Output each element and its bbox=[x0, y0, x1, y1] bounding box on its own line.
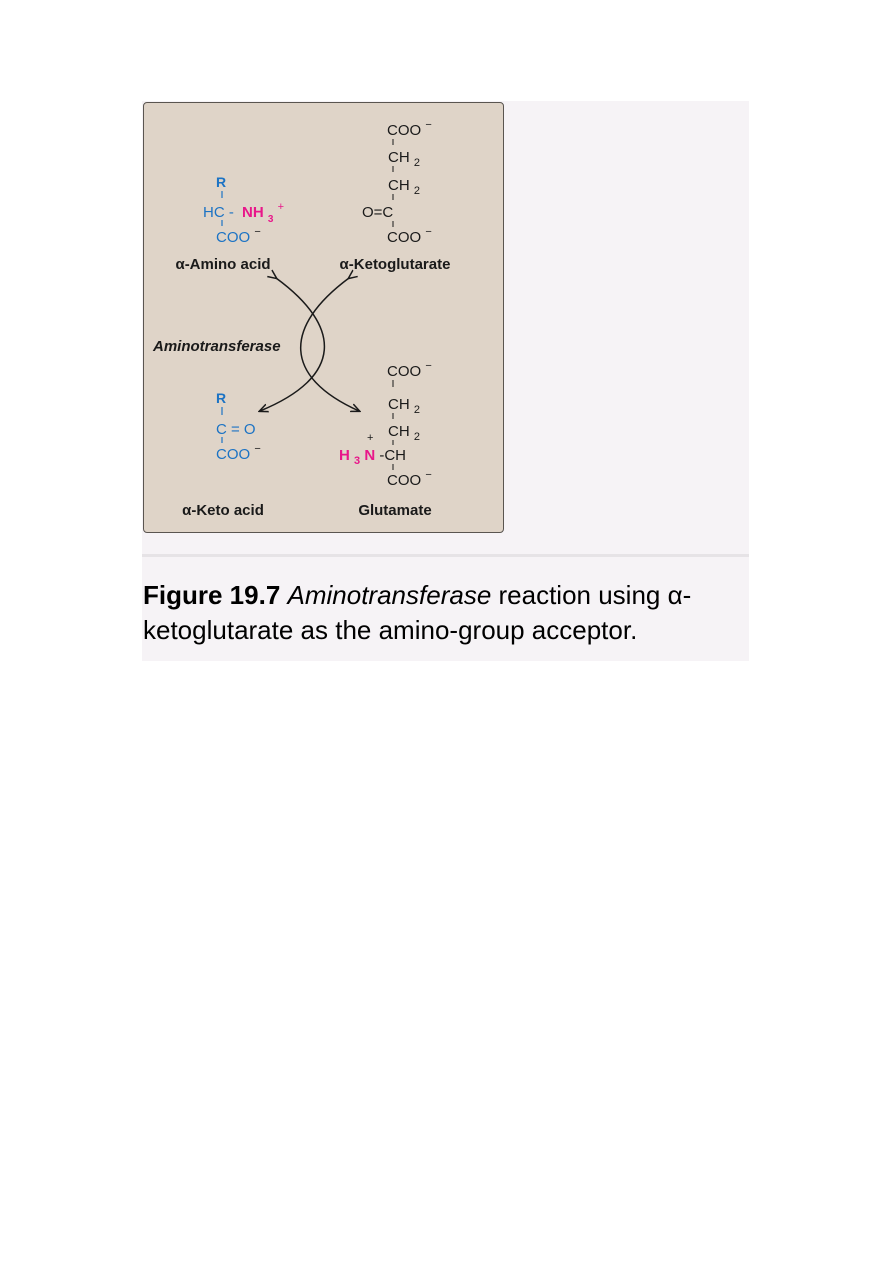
ketoglutarate-coo-top-line bbox=[387, 119, 432, 139]
glutamate-h3n-subscript: 3 bbox=[354, 455, 361, 467]
glutamate-ch2-a: CH bbox=[388, 396, 410, 413]
ketoglutarate-minus-top: − bbox=[425, 119, 432, 131]
amino-acid-coo-line bbox=[216, 226, 261, 246]
amino-acid-nh3-subscript: 3 bbox=[267, 214, 274, 225]
amino-acid-hc-line bbox=[203, 201, 284, 226]
amino-acid-nh3: NH bbox=[242, 204, 264, 221]
glutamate-coo-bottom: COO bbox=[387, 472, 422, 489]
ketoglutarate-coo-top: COO bbox=[387, 122, 422, 139]
amino-acid-plus-charge: + bbox=[277, 201, 285, 213]
caption-text-line2: ketoglutarate as the amino-group acceptor. bbox=[143, 615, 638, 645]
ketoglutarate-ch2-b-subscript: 2 bbox=[413, 185, 420, 197]
label-ketoglutarate: α-Ketoglutarate bbox=[339, 256, 451, 273]
ketoglutarate-coo-bottom: COO bbox=[387, 229, 422, 246]
alpha-keto-acid-structure bbox=[216, 390, 261, 463]
amino-acid-minus-charge: − bbox=[254, 226, 261, 238]
aminotransferase-scheme bbox=[143, 102, 504, 533]
keto-acid-minus-charge: − bbox=[254, 443, 261, 455]
figure-number: Figure 19.7 bbox=[143, 580, 281, 610]
amino-acid-dash: - bbox=[228, 204, 234, 221]
caption-divider bbox=[142, 554, 749, 557]
amino-acid-hc: HC bbox=[203, 204, 225, 221]
label-amino-acid: α-Amino acid bbox=[175, 256, 271, 273]
ketoglutarate-coo-bottom-line bbox=[387, 226, 432, 246]
ketoglutarate-ch2-a: CH bbox=[388, 149, 410, 166]
ketoglutarate-ch2-a-subscript: 2 bbox=[413, 157, 420, 169]
enzyme-label: Aminotransferase bbox=[153, 338, 281, 355]
glutamate-ch2-b: CH bbox=[388, 423, 410, 440]
alpha-amino-acid-structure bbox=[203, 174, 284, 246]
ketoglutarate-minus-bottom: − bbox=[425, 226, 432, 238]
glutamate-minus-bottom: − bbox=[425, 469, 432, 481]
label-keto-acid: α-Keto acid bbox=[182, 502, 264, 519]
glutamate-minus-top: − bbox=[425, 360, 432, 372]
glutamate-plus-charge: + bbox=[367, 432, 374, 444]
keto-acid-r-group: R bbox=[216, 390, 227, 406]
glutamate-ch: -CH bbox=[379, 447, 406, 464]
glutamate-h3n-h: H bbox=[339, 447, 350, 464]
alpha-ketoglutarate-structure bbox=[362, 119, 432, 246]
reaction-arrow-to-glutamate bbox=[301, 278, 359, 411]
glutamate-amino-line bbox=[339, 447, 406, 468]
glutamate-ch2-a-subscript: 2 bbox=[413, 404, 420, 416]
glutamate-h3n-n: N bbox=[364, 447, 376, 464]
glutamate-coo-top: COO bbox=[387, 363, 422, 380]
label-glutamate: Glutamate bbox=[358, 502, 432, 519]
caption-text-line1: reaction using α- bbox=[491, 580, 692, 610]
glutamate-coo-bottom-line bbox=[387, 469, 432, 489]
amino-acid-coo: COO bbox=[216, 229, 251, 246]
figure-caption bbox=[143, 578, 749, 648]
caption-enzyme: Aminotransferase bbox=[287, 580, 492, 610]
keto-acid-coo-line bbox=[216, 443, 261, 463]
glutamate-coo-top-line bbox=[387, 360, 432, 380]
amino-acid-r-group: R bbox=[216, 174, 227, 190]
glutamate-ch2-b-subscript: 2 bbox=[413, 431, 420, 443]
ketoglutarate-ch2-b: CH bbox=[388, 177, 410, 194]
ketoglutarate-carbonyl: O=C bbox=[362, 204, 394, 221]
keto-acid-coo: COO bbox=[216, 446, 251, 463]
keto-acid-carbonyl: C = O bbox=[216, 421, 256, 438]
glutamate-structure bbox=[339, 360, 432, 489]
